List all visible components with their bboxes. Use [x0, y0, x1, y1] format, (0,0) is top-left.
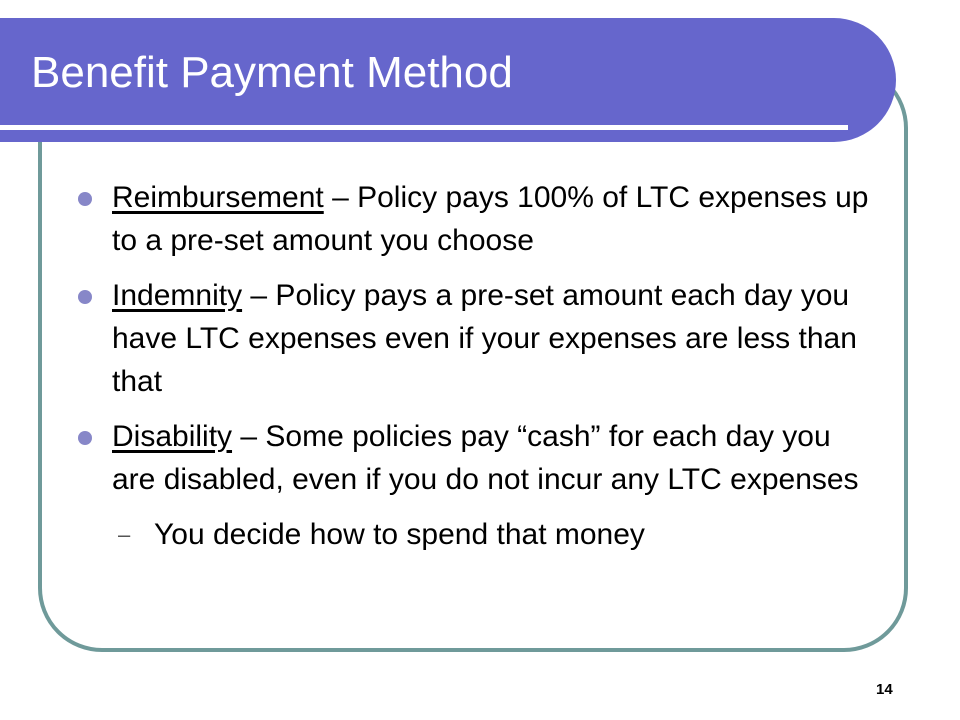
dash-icon: –	[118, 522, 131, 547]
title-underline	[0, 125, 848, 130]
sub-bullet-text: You decide how to spend that money	[154, 518, 645, 551]
bullet-reimbursement	[78, 176, 878, 262]
bullet-term: Disability	[112, 420, 233, 453]
bullet-text: – Policy pays a pre-set amount each day you have LTC expenses even if your expenses are less than that	[112, 279, 857, 398]
bullet-dot-icon	[78, 290, 92, 304]
bullet-dot-icon	[78, 431, 92, 445]
bullet-dot-icon	[78, 192, 92, 206]
sub-bullet	[78, 513, 878, 556]
bullet-disability	[78, 415, 878, 501]
bullet-term: Reimbursement	[112, 181, 324, 214]
bullet-term: Indemnity	[112, 279, 243, 312]
bullet-indemnity	[78, 274, 878, 403]
slide-title: Benefit Payment Method	[31, 48, 513, 97]
page-number: 14	[876, 681, 893, 698]
bullet-text: – Policy pays 100% of LTC expenses up to a pre-set amount you choose	[112, 181, 869, 257]
slide-content	[78, 176, 878, 556]
bullet-text: – Some policies pay “cash” for each day you are disabled, even if you do not incur any LTC expenses	[112, 420, 859, 496]
